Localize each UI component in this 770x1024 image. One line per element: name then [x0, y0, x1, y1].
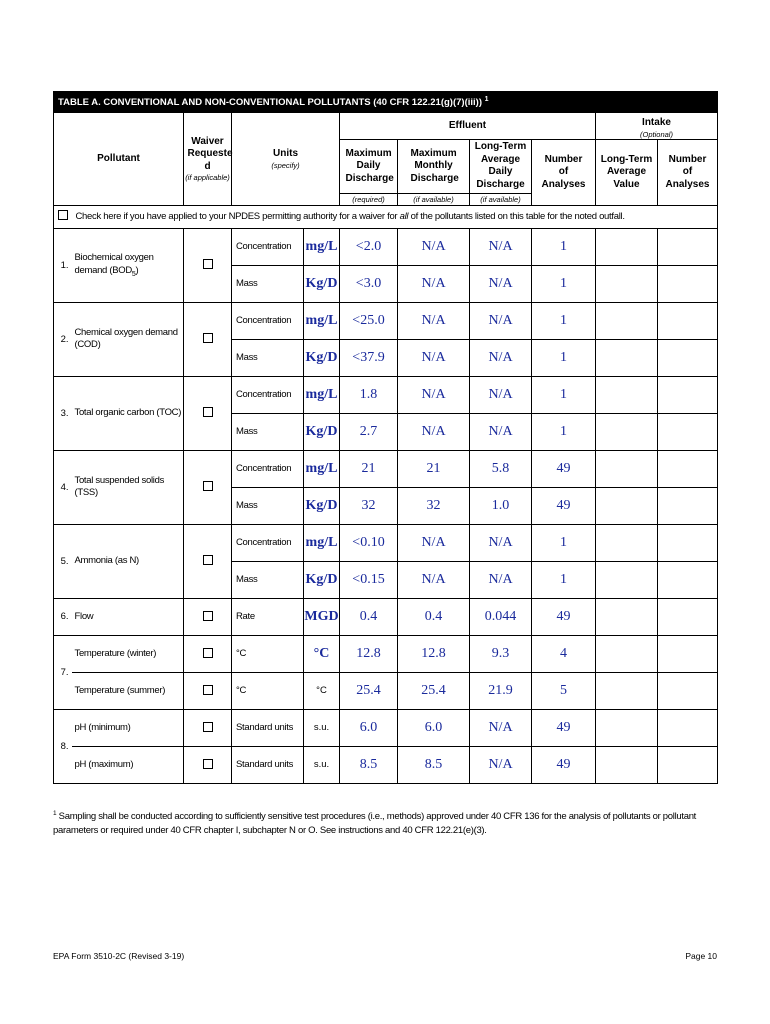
unit-value: MGD	[304, 598, 340, 635]
table-row	[54, 709, 718, 746]
row-number: 7.	[54, 635, 72, 709]
long-term-value: N/A	[470, 228, 532, 265]
intake-avg-value[interactable]	[596, 635, 658, 672]
long-term-value: N/A	[470, 339, 532, 376]
intake-num-value[interactable]	[658, 709, 718, 746]
num-analyses-value: 1	[532, 265, 596, 302]
num-analyses-header: Number of Analyses	[532, 139, 596, 205]
units-header: Units (specify)	[232, 113, 340, 206]
intake-num-value[interactable]	[658, 524, 718, 561]
table-title-row	[54, 92, 718, 113]
waiver-all-label: Check here if you have applied to your NPDES permitting authority for a waiver for all of the pollutants listed on this table for the noted outfall.	[72, 205, 718, 228]
num-analyses-value: 4	[532, 635, 596, 672]
intake-avg-value[interactable]	[596, 339, 658, 376]
max-monthly-value: N/A	[398, 228, 470, 265]
unit-value: Kg/D	[304, 265, 340, 302]
intake-avg-value[interactable]	[596, 265, 658, 302]
pollutant-header: Pollutant	[54, 113, 184, 206]
row-number: 8.	[54, 709, 72, 783]
unit-type-label: Standard units	[232, 709, 304, 746]
num-analyses-value: 1	[532, 302, 596, 339]
row-number: 2.	[54, 302, 72, 376]
table-row	[54, 302, 718, 339]
intake-avg-value[interactable]	[596, 450, 658, 487]
waiver-checkbox-cell[interactable]	[184, 635, 232, 672]
long-term-value: 21.9	[470, 672, 532, 709]
pollutant-name: Temperature (winter)	[72, 635, 184, 672]
unit-type-label: Concentration	[232, 302, 304, 339]
waiver-checkbox[interactable]	[203, 722, 213, 732]
unit-value: Kg/D	[304, 413, 340, 450]
waiver-checkbox-cell[interactable]	[184, 228, 232, 302]
unit-type-label: Concentration	[232, 376, 304, 413]
unit-value: Kg/D	[304, 339, 340, 376]
footnote: $^1$ Sampling shall be conducted according to sufficiently sensitive test procedures (i.e., methods) approved under 40 CFR 136 for the analysis of pollutants or pollutant parameters or required under 40 CFR chapter I, subchapter N or O. See instructions and 40 CFR 122.21(e)(3).	[53, 810, 697, 837]
pollutant-name-text: Chemical oxygen demand (COD)	[74, 327, 178, 351]
pollutant-name-text: Total suspended solids (TSS)	[74, 475, 165, 499]
unit-value: mg/L	[304, 450, 340, 487]
header-row-1	[54, 113, 718, 140]
intake-num-value[interactable]	[658, 487, 718, 524]
max-daily-sub: (required)	[340, 193, 398, 205]
unit-type-label: Mass	[232, 413, 304, 450]
long-term-value: 9.3	[470, 635, 532, 672]
max-monthly-value: N/A	[398, 413, 470, 450]
waiver-checkbox[interactable]	[203, 648, 213, 658]
intake-num-value[interactable]	[658, 228, 718, 265]
row-number: 3.	[54, 376, 72, 450]
unit-type-label: °C	[232, 635, 304, 672]
effluent-header: Effluent	[340, 113, 596, 140]
intake-avg-value[interactable]	[596, 672, 658, 709]
waiver-checkbox-cell[interactable]	[184, 376, 232, 450]
intake-num-value[interactable]	[658, 413, 718, 450]
unit-value: s.u.	[304, 709, 340, 746]
long-term-value: 1.0	[470, 487, 532, 524]
pollutant-name-text: Ammonia (as N)	[74, 555, 139, 567]
long-term-value: N/A	[470, 265, 532, 302]
intake-avg-value[interactable]	[596, 487, 658, 524]
waiver-checkbox[interactable]	[203, 611, 213, 621]
num-analyses-value: 1	[532, 228, 596, 265]
long-term-value: 5.8	[470, 450, 532, 487]
unit-type-label: Concentration	[232, 524, 304, 561]
intake-num-value[interactable]	[658, 265, 718, 302]
waiver-checkbox-cell[interactable]	[184, 709, 232, 746]
unit-value: °C	[304, 672, 340, 709]
intake-num-value[interactable]	[658, 635, 718, 672]
max-monthly-value: 21	[398, 450, 470, 487]
table-row	[54, 524, 718, 561]
unit-type-label: Mass	[232, 561, 304, 598]
max-monthly-value: N/A	[398, 339, 470, 376]
waiver-checkbox-cell[interactable]	[184, 302, 232, 376]
unit-type-label: Mass	[232, 487, 304, 524]
max-daily-header: Maximum Daily Discharge	[340, 139, 398, 193]
intake-num-value[interactable]	[658, 746, 718, 783]
intake-avg-value[interactable]	[596, 561, 658, 598]
waiver-checkbox[interactable]	[203, 333, 213, 343]
max-daily-value: <0.15	[340, 561, 398, 598]
pollutants-table	[53, 91, 718, 784]
waiver-checkbox[interactable]	[203, 259, 213, 269]
long-term-value: N/A	[470, 524, 532, 561]
waiver-checkbox[interactable]	[203, 407, 213, 417]
pollutant-name: Temperature (summer)	[72, 672, 184, 709]
waiver-checkbox-cell[interactable]	[184, 746, 232, 783]
long-term-value: N/A	[470, 302, 532, 339]
pollutant-name-text: Biochemical oxygen demand (BOD	[74, 252, 154, 276]
unit-value: mg/L	[304, 376, 340, 413]
unit-value: mg/L	[304, 524, 340, 561]
max-monthly-value: 12.8	[398, 635, 470, 672]
max-daily-value: 12.8	[340, 635, 398, 672]
max-daily-value: <2.0	[340, 228, 398, 265]
max-daily-value: <25.0	[340, 302, 398, 339]
unit-type-label: Concentration	[232, 228, 304, 265]
unit-type-label: °C	[232, 672, 304, 709]
intake-num-value[interactable]	[658, 561, 718, 598]
waiver-checkbox[interactable]	[203, 481, 213, 491]
table-row	[54, 228, 718, 265]
unit-value: Kg/D	[304, 487, 340, 524]
pollutant-name: pH (maximum)	[72, 746, 184, 783]
max-monthly-header: Maximum Monthly Discharge	[398, 139, 470, 193]
max-monthly-value: 0.4	[398, 598, 470, 635]
waiver-header: Waiver Requeste d (if applicable)	[184, 113, 232, 206]
row-number: 4.	[54, 450, 72, 524]
row-number: 1.	[54, 228, 72, 302]
pollutants-form	[53, 91, 717, 784]
max-monthly-sub: (if available)	[398, 193, 470, 205]
table-title: TABLE A. CONVENTIONAL AND NON-CONVENTIONAL POLLUTANTS (40 CFR 122.21(g)(7)(iii)) $^1$	[54, 92, 718, 113]
pollutant-name-text: Flow	[74, 610, 94, 622]
intake-num-value[interactable]	[658, 339, 718, 376]
intake-avg-value[interactable]	[596, 524, 658, 561]
unit-value: mg/L	[304, 302, 340, 339]
intake-avg-value[interactable]	[596, 376, 658, 413]
intake-num-value[interactable]	[658, 672, 718, 709]
intake-avg-value[interactable]	[596, 709, 658, 746]
max-monthly-value: 32	[398, 487, 470, 524]
long-term-header: Long-Term Average Daily Discharge	[470, 139, 532, 193]
max-daily-value: 8.5	[340, 746, 398, 783]
long-term-value: N/A	[470, 376, 532, 413]
unit-type-label: Mass	[232, 265, 304, 302]
form-number: EPA Form 3510-2C (Revised 3-19)	[53, 951, 185, 961]
pollutant-name	[72, 302, 184, 376]
intake-num-header: Number of Analyses	[658, 139, 718, 205]
unit-value: mg/L	[304, 228, 340, 265]
pollutant-name	[72, 228, 184, 302]
waiver-checkbox-cell[interactable]	[184, 524, 232, 598]
long-term-value: N/A	[470, 746, 532, 783]
waiver-all-row	[54, 205, 718, 228]
intake-avg-value[interactable]	[596, 228, 658, 265]
num-analyses-value: 49	[532, 709, 596, 746]
waiver-checkbox[interactable]	[203, 685, 213, 695]
max-daily-value: <37.9	[340, 339, 398, 376]
waiver-all-checkbox-cell[interactable]	[54, 205, 72, 228]
intake-avg-value[interactable]	[596, 302, 658, 339]
pollutant-name	[72, 524, 184, 598]
num-analyses-value: 49	[532, 487, 596, 524]
intake-num-value[interactable]	[658, 376, 718, 413]
max-daily-value: <3.0	[340, 265, 398, 302]
max-daily-value: <0.10	[340, 524, 398, 561]
table-row	[54, 450, 718, 487]
intake-num-value[interactable]	[658, 450, 718, 487]
max-monthly-value: N/A	[398, 302, 470, 339]
max-daily-value: 25.4	[340, 672, 398, 709]
unit-type-label: Concentration	[232, 450, 304, 487]
num-analyses-value: 1	[532, 376, 596, 413]
num-analyses-value: 1	[532, 413, 596, 450]
unit-type-label: Standard units	[232, 746, 304, 783]
pollutant-name	[72, 376, 184, 450]
max-monthly-value: 6.0	[398, 709, 470, 746]
max-monthly-value: 25.4	[398, 672, 470, 709]
table-row	[54, 598, 718, 635]
intake-avg-value[interactable]	[596, 598, 658, 635]
intake-avg-value[interactable]	[596, 413, 658, 450]
num-analyses-value: 49	[532, 598, 596, 635]
waiver-all-checkbox[interactable]	[58, 210, 68, 220]
page-number: Page 10	[685, 951, 717, 961]
num-analyses-value: 49	[532, 450, 596, 487]
row-number: 6.	[54, 598, 72, 635]
max-monthly-value: N/A	[398, 376, 470, 413]
row-number: 5.	[54, 524, 72, 598]
max-monthly-value: 8.5	[398, 746, 470, 783]
table-row	[54, 376, 718, 413]
waiver-checkbox[interactable]	[203, 555, 213, 565]
unit-value: Kg/D	[304, 561, 340, 598]
intake-avg-header: Long-Term Average Value	[596, 139, 658, 205]
max-daily-value: 0.4	[340, 598, 398, 635]
table-row	[54, 746, 718, 783]
long-term-sub: (if available)	[470, 193, 532, 205]
max-monthly-value: N/A	[398, 265, 470, 302]
num-analyses-value: 49	[532, 746, 596, 783]
pollutant-name-end: )	[135, 264, 139, 276]
max-daily-value: 1.8	[340, 376, 398, 413]
max-daily-value: 6.0	[340, 709, 398, 746]
pollutant-rows	[54, 228, 718, 783]
pollutant-name-text: Total organic carbon (TOC)	[74, 407, 182, 419]
unit-value: °C	[304, 635, 340, 672]
waiver-checkbox[interactable]	[203, 759, 213, 769]
long-term-value: N/A	[470, 709, 532, 746]
num-analyses-value: 1	[532, 524, 596, 561]
intake-num-value[interactable]	[658, 302, 718, 339]
num-analyses-value: 5	[532, 672, 596, 709]
pollutant-name	[72, 450, 184, 524]
intake-header: Intake (Optional)	[596, 113, 718, 140]
waiver-checkbox-cell[interactable]	[184, 598, 232, 635]
max-daily-value: 2.7	[340, 413, 398, 450]
long-term-value: 0.044	[470, 598, 532, 635]
intake-avg-value[interactable]	[596, 746, 658, 783]
num-analyses-value: 1	[532, 339, 596, 376]
long-term-value: N/A	[470, 561, 532, 598]
intake-num-value[interactable]	[658, 598, 718, 635]
table-row	[54, 672, 718, 709]
num-analyses-value: 1	[532, 561, 596, 598]
max-monthly-value: N/A	[398, 561, 470, 598]
unit-value: s.u.	[304, 746, 340, 783]
waiver-checkbox-cell[interactable]	[184, 450, 232, 524]
pollutant-name-subscript: 5	[131, 270, 136, 278]
long-term-value: N/A	[470, 413, 532, 450]
max-daily-value: 21	[340, 450, 398, 487]
waiver-checkbox-cell[interactable]	[184, 672, 232, 709]
max-monthly-value: N/A	[398, 524, 470, 561]
pollutant-name: pH (minimum)	[72, 709, 184, 746]
table-row	[54, 635, 718, 672]
pollutant-name	[72, 598, 184, 635]
max-daily-value: 32	[340, 487, 398, 524]
unit-type-label: Mass	[232, 339, 304, 376]
unit-type-label: Rate	[232, 598, 304, 635]
